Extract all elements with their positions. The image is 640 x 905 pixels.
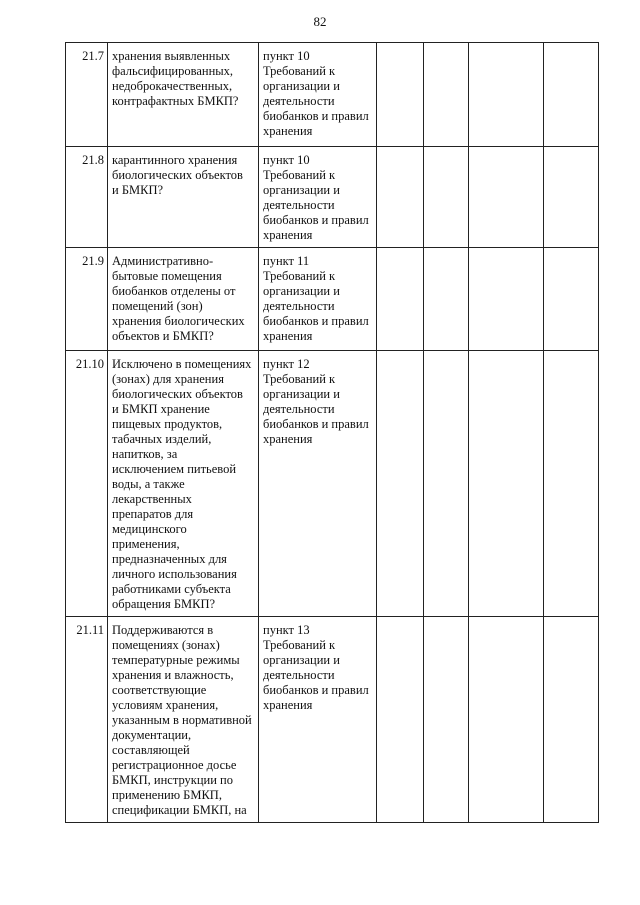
- requirement-question: карантинного хранения биологических объектов и БМКП?: [108, 147, 259, 248]
- page-number: 82: [313, 14, 327, 29]
- row-number: 21.8: [66, 147, 108, 248]
- legal-reference: пункт 13 Требований к организации и деятельности биобанков и правил хранения: [259, 617, 377, 823]
- row-number: 21.9: [66, 248, 108, 351]
- answer-not-applicable-cell: [469, 248, 544, 351]
- table-row: [66, 147, 599, 248]
- answer-yes-cell: [377, 617, 424, 823]
- comment-cell: [544, 147, 599, 248]
- table-row: [66, 351, 599, 617]
- answer-not-applicable-cell: [469, 147, 544, 248]
- row-number: 21.10: [66, 351, 108, 617]
- answer-no-cell: [424, 351, 469, 617]
- answer-not-applicable-cell: [469, 351, 544, 617]
- comment-cell: [544, 351, 599, 617]
- requirement-question: Поддерживаются в помещениях (зонах) температурные режимы хранения и влажность, соответствующие условиям хранения, указанным в нормативной документации, составляющей регистрационное досье БМКП, инструкции по применению БМКП, спецификации БМКП, на: [108, 617, 259, 823]
- row-number: 21.11: [66, 617, 108, 823]
- answer-no-cell: [424, 248, 469, 351]
- row-number: 21.7: [66, 43, 108, 147]
- requirement-question: Исключено в помещениях (зонах) для хранения биологических объектов и БМКП хранение пищевых продуктов, табачных изделий, напитков, за исключением питьевой воды, а также лекарственных препаратов для медицинского применения, предназначенных для личного использования работниками субъекта обращения БМКП?: [108, 351, 259, 617]
- table-row: [66, 248, 599, 351]
- answer-no-cell: [424, 617, 469, 823]
- answer-yes-cell: [377, 351, 424, 617]
- legal-reference: пункт 11 Требований к организации и деятельности биобанков и правил хранения: [259, 248, 377, 351]
- legal-reference: пункт 10 Требований к организации и деятельности биобанков и правил хранения: [259, 147, 377, 248]
- comment-cell: [544, 248, 599, 351]
- requirement-question: хранения выявленных фальсифицированных, недоброкачественных, контрафактных БМКП?: [108, 43, 259, 147]
- answer-no-cell: [424, 147, 469, 248]
- requirement-question: Административно- бытовые помещения биобанков отделены от помещений (зон) хранения биологических объектов и БМКП?: [108, 248, 259, 351]
- table-row: [66, 617, 599, 823]
- checklist-table: [65, 42, 599, 823]
- answer-not-applicable-cell: [469, 617, 544, 823]
- legal-reference: пункт 12 Требований к организации и деятельности биобанков и правил хранения: [259, 351, 377, 617]
- answer-not-applicable-cell: [469, 43, 544, 147]
- answer-yes-cell: [377, 248, 424, 351]
- answer-yes-cell: [377, 147, 424, 248]
- table-row: [66, 43, 599, 147]
- comment-cell: [544, 617, 599, 823]
- comment-cell: [544, 43, 599, 147]
- answer-yes-cell: [377, 43, 424, 147]
- legal-reference: пункт 10 Требований к организации и деятельности биобанков и правил хранения: [259, 43, 377, 147]
- answer-no-cell: [424, 43, 469, 147]
